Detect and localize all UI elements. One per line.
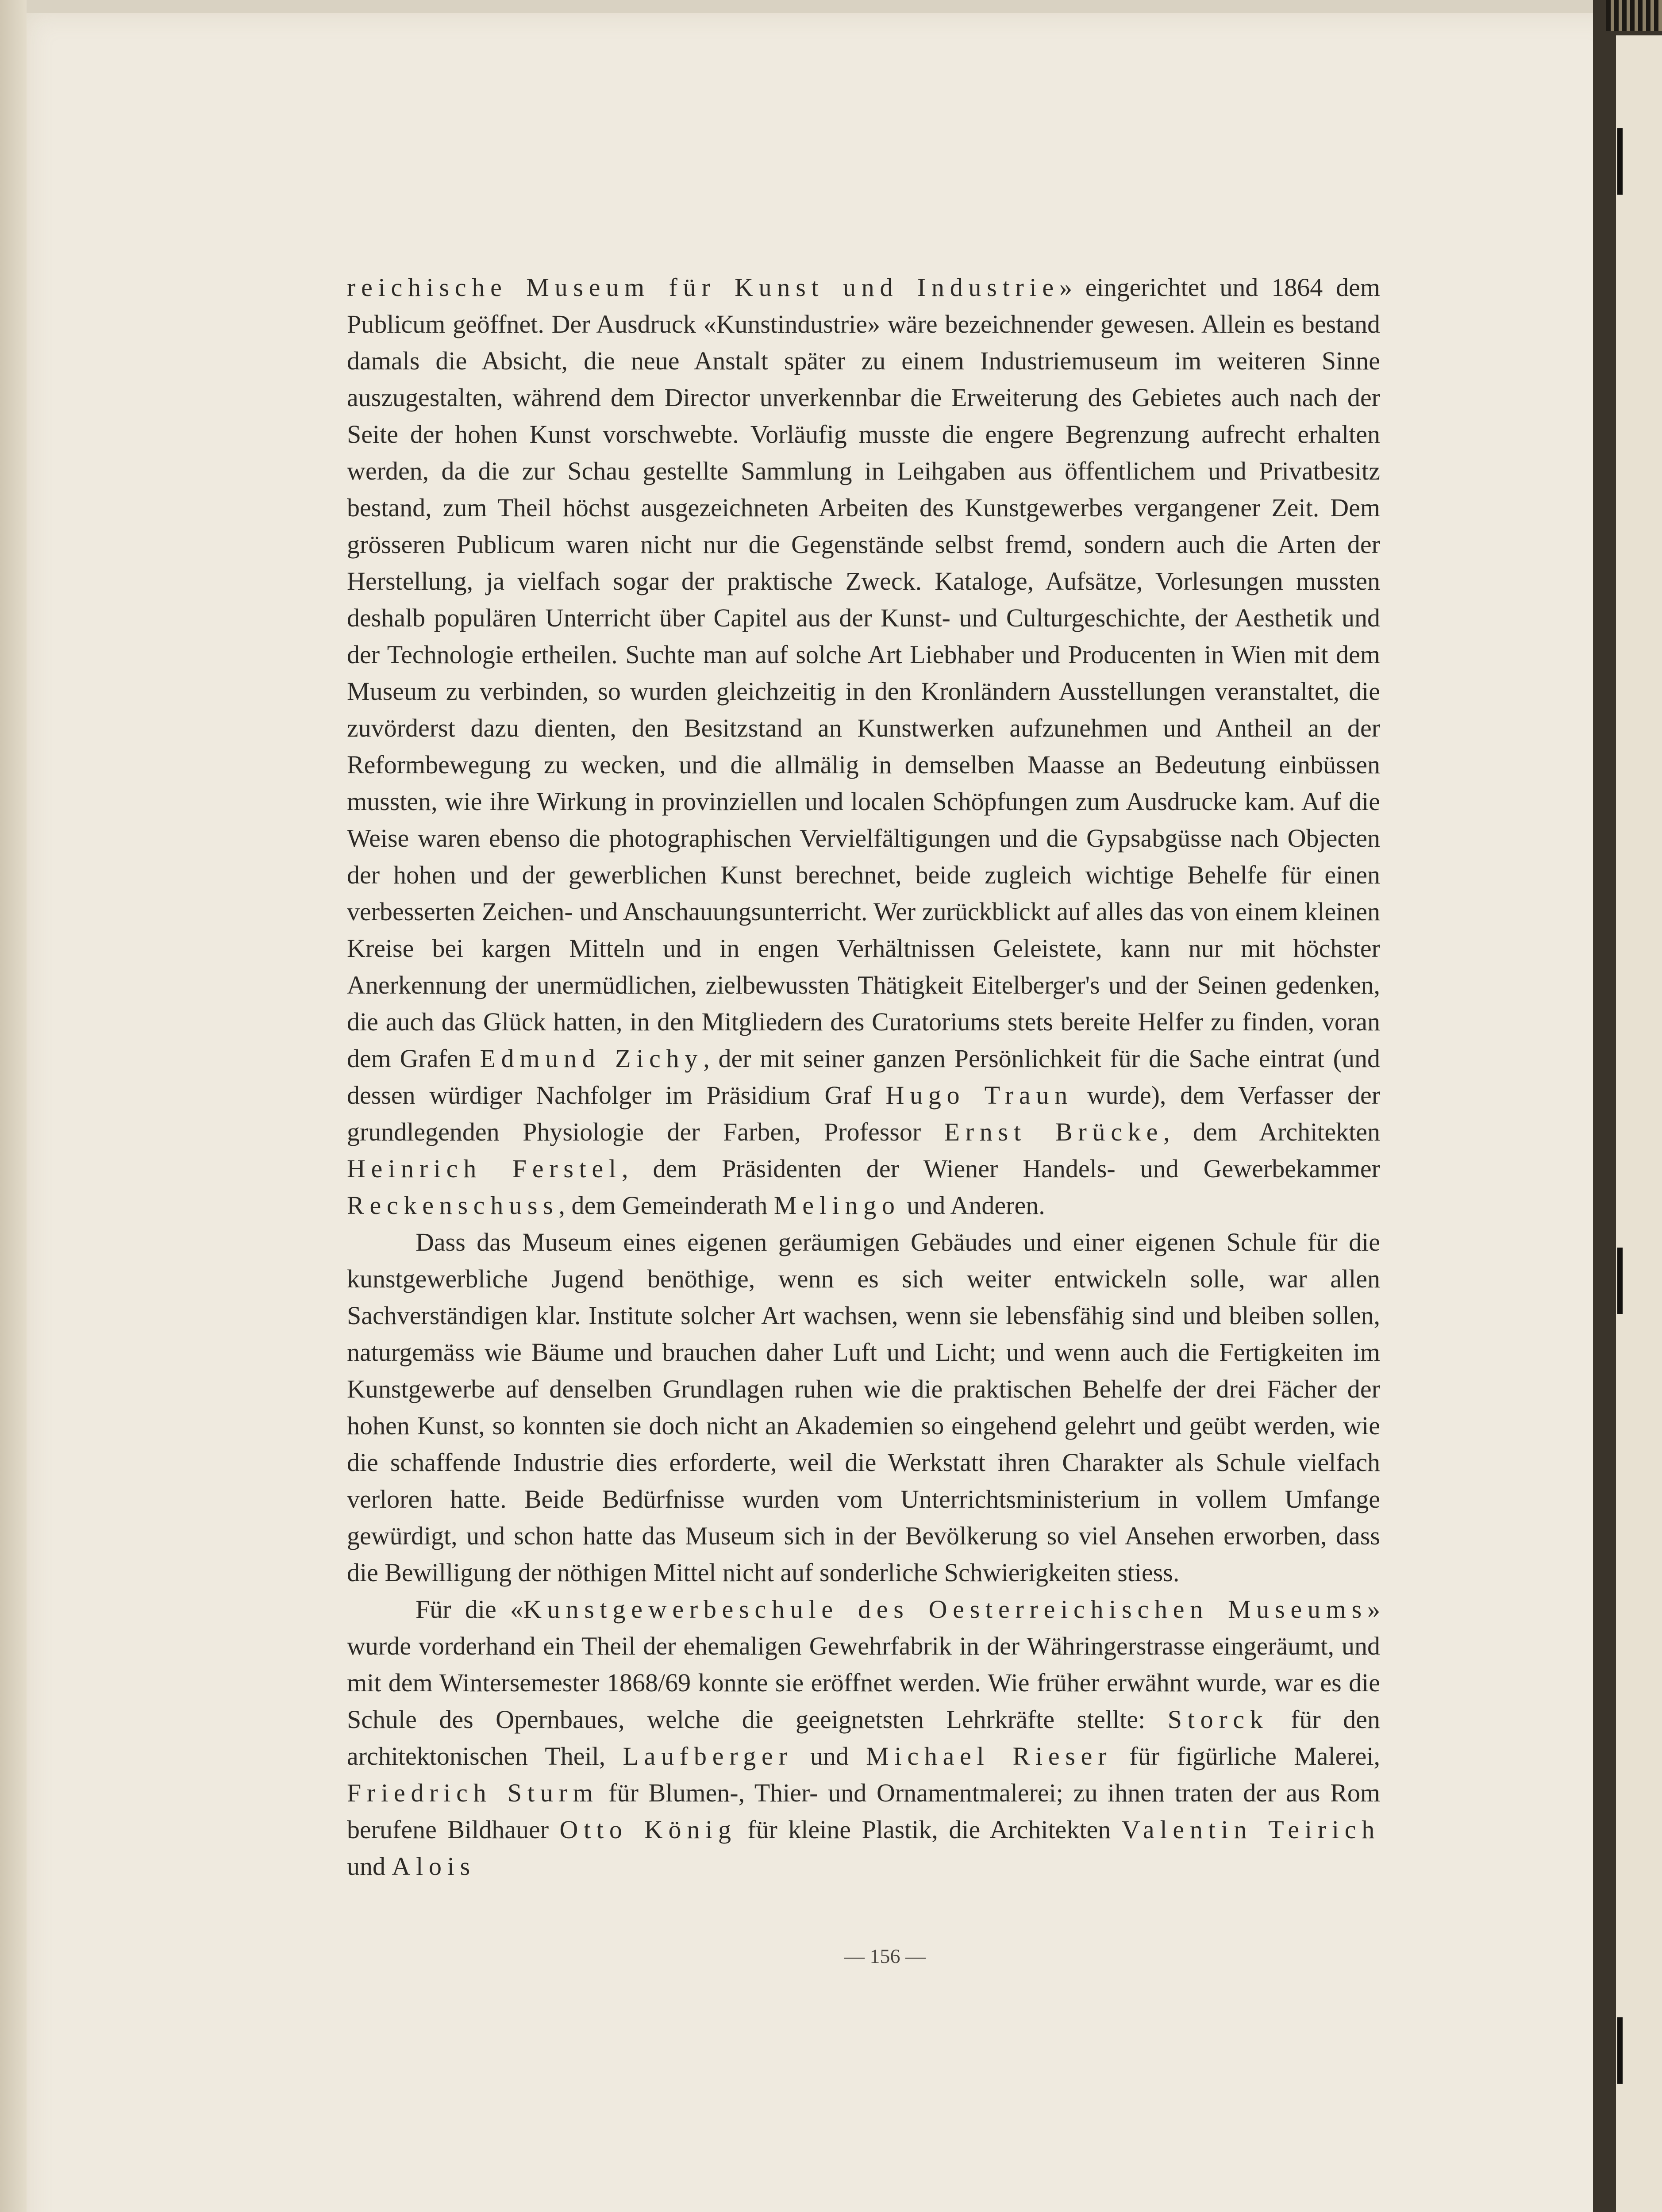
text-run: , dem Präsidenten der Wiener Handels- und Gewerbekammer bbox=[621, 1154, 1380, 1183]
text-run: und Anderen. bbox=[900, 1191, 1045, 1220]
text-run: für Blumen-, Thier- und Ornamentmalerei; zu ihnen traten der aus Rom berufene Bildhauer bbox=[347, 1778, 1380, 1844]
text-run: Für die « bbox=[416, 1595, 523, 1624]
text-run: Dass das Museum eines eigenen geräumigen Gebäudes und einer eigenen Schule für die kunstgewerbliche Jugend benöthige, wenn es sich weiter entwickeln solle, war allen Sachverständigen klar. Institute solcher Art wachsen, wenn sie lebensfähig sind und bleiben sollen, naturgemäss wie Bäume und brauchen daher Luft und Licht; und wenn auch die Fertigkeiten im Kunstgewerbe auf denselben Grundlagen ruhen wie die praktischen Behelfe der drei Fächer der hohen Kunst, so konnten sie doch nicht an Akademien so eingehend gelehrt und geübt werden, wie die schaffende Industrie dies erforderte, weil die Werkstatt ihren Charakter als Schule vielfach verloren hatte. Beide Bedürfnisse wurden vom Unterrichtsministerium in vollem Umfange gewürdigt, und schon hatte das Museum sich in der Bevölkerung so viel Ansehen erworben, dass die Bewilligung der nöthigen Mittel nicht auf sonderliche Schwierigkeiten stiess. bbox=[347, 1228, 1380, 1587]
spaced-name-run: Hugo Traun bbox=[885, 1081, 1073, 1110]
binding-tick bbox=[1617, 1248, 1623, 1314]
binding-paper-strip bbox=[1616, 35, 1662, 2212]
spaced-name-run: Alois bbox=[392, 1852, 476, 1881]
text-run: für den architektonischen Theil, bbox=[347, 1705, 1381, 1770]
spaced-name-run: Friedrich Sturm bbox=[347, 1778, 599, 1807]
binding-tick bbox=[1617, 2017, 1623, 2084]
spaced-name-run: Ernst Brücke bbox=[944, 1118, 1164, 1146]
spaced-name-run: reichische Museum für Kunst und Industrie bbox=[347, 273, 1059, 302]
spaced-name-run: Edmund Zichy bbox=[480, 1044, 704, 1073]
spaced-name-run: Reckenschuss bbox=[347, 1191, 559, 1220]
page-left-edge bbox=[0, 0, 27, 2212]
spaced-name-run: Storck bbox=[1167, 1705, 1269, 1734]
text-run: und bbox=[793, 1742, 866, 1770]
spaced-name-run: Laufberger bbox=[623, 1742, 793, 1770]
text-run: » eingerichtet und 1864 dem Publicum geöffnet. Der Ausdruck «Kunstindustrie» wäre bezeichnender gewesen. Allein es bestand damals die Absicht, die neue Anstalt später zu einem Industriemuseum im weiteren Sinne auszugestalten, während dem Director unverkennbar die Erweiterung des Gebietes auch nach der Seite der hohen Kunst vorschwebte. Vorläufig musste die engere Begrenzung aufrecht erhalten werden, da die zur Schau gestellte Sammlung in Leihgaben aus öffentlichem und Privatbesitz bestand, zum Theil höchst ausgezeichneten Arbeiten des Kunstgewerbes vergangener Zeit. Dem grösseren Publicum waren nicht nur die Gegenstände selbst fremd, sondern auch die Arten der Herstellung, ja vielfach sogar der praktische Zweck. Kataloge, Aufsätze, Vorlesungen mussten deshalb populären Unterricht über Capitel aus der Kunst- und Culturgeschichte, der Aesthetik und der Technologie ertheilen. Suchte man auf solche Art Liebhaber und Producenten in Wien mit dem Museum zu verbinden, so wurden gleichzeitig in den Kronländern Ausstellungen veranstaltet, die zuvörderst dazu dienten, den Besitzstand an Kunstwerken aufzunehmen und Antheil an der Reformbewegung zu wecken, und die allmälig in demselben Maasse an Bedeutung einbüssen mussten, wie ihre Wirkung in provinziellen und localen Schöpfungen zum Ausdrucke kam. Auf die Weise waren ebenso die photographischen Vervielfältigungen und die Gypsabgüsse nach Objecten der hohen und der gewerblichen Kunst berechnet, beide zugleich wichtige Behelfe für einen verbesserten Zeichen- und Anschauungsunterricht. Wer zurückblickt auf alles das von einem kleinen Kreise bei kargen Mitteln und in engen Verhältnissen Geleistete, kann nur mit höchster Anerkennung der unermüdlichen, zielbewussten Thätigkeit Eitelberger's und der Seinen gedenken, die auch das Glück hatten, in den Mitgliedern des Curatoriums stets bereite Helfer zu finden, voran dem Grafen bbox=[347, 273, 1380, 1073]
text-run: , der mit seiner ganzen Persönlichkeit für die Sache eintrat (und dessen würdiger Nachfolger im Präsidium Graf bbox=[347, 1044, 1380, 1110]
spaced-name-run: Valentin Teirich bbox=[1121, 1815, 1380, 1844]
text-run: » wurde vorderhand ein Theil der ehemaligen Gewehrfabrik in der Währingerstrasse eingeräumt, und mit dem Wintersemester 1868/69 konnte sie eröffnet werden. Wie früher erwähnt wurde, war es die Schule des Opernbaues, welche die geeignetsten Lehrkräfte stellte: bbox=[347, 1595, 1380, 1734]
book-binding bbox=[1593, 0, 1662, 2212]
spaced-name-run: Michael Rieser bbox=[866, 1742, 1112, 1770]
paragraph bbox=[347, 1224, 1380, 1591]
page-number: — 156 — bbox=[844, 1945, 926, 1967]
spaced-name-run: Kunstgewerbeschule des Oesterreichischen Museums bbox=[523, 1595, 1367, 1624]
spaced-name-run: Otto König bbox=[559, 1815, 737, 1844]
spaced-name-run: Heinrich Ferstel bbox=[347, 1154, 622, 1183]
text-run: für figürliche Malerei, bbox=[1112, 1742, 1380, 1770]
text-run: und bbox=[347, 1852, 392, 1881]
paragraph bbox=[347, 269, 1380, 1224]
paragraph bbox=[347, 1591, 1380, 1885]
body-text bbox=[347, 269, 1380, 1885]
spaced-name-run: Melingo bbox=[773, 1191, 900, 1220]
text-run: für kleine Plastik, die Architekten bbox=[736, 1815, 1122, 1844]
binding-tick bbox=[1617, 128, 1623, 195]
text-run: , dem Gemeinderath bbox=[558, 1191, 774, 1220]
text-run: wurde), dem Verfasser der grundlegenden Physiologie der Farben, Professor bbox=[347, 1081, 1381, 1146]
text-run: , dem Architekten bbox=[1163, 1118, 1380, 1146]
binding-ruler-strip bbox=[1606, 0, 1662, 31]
